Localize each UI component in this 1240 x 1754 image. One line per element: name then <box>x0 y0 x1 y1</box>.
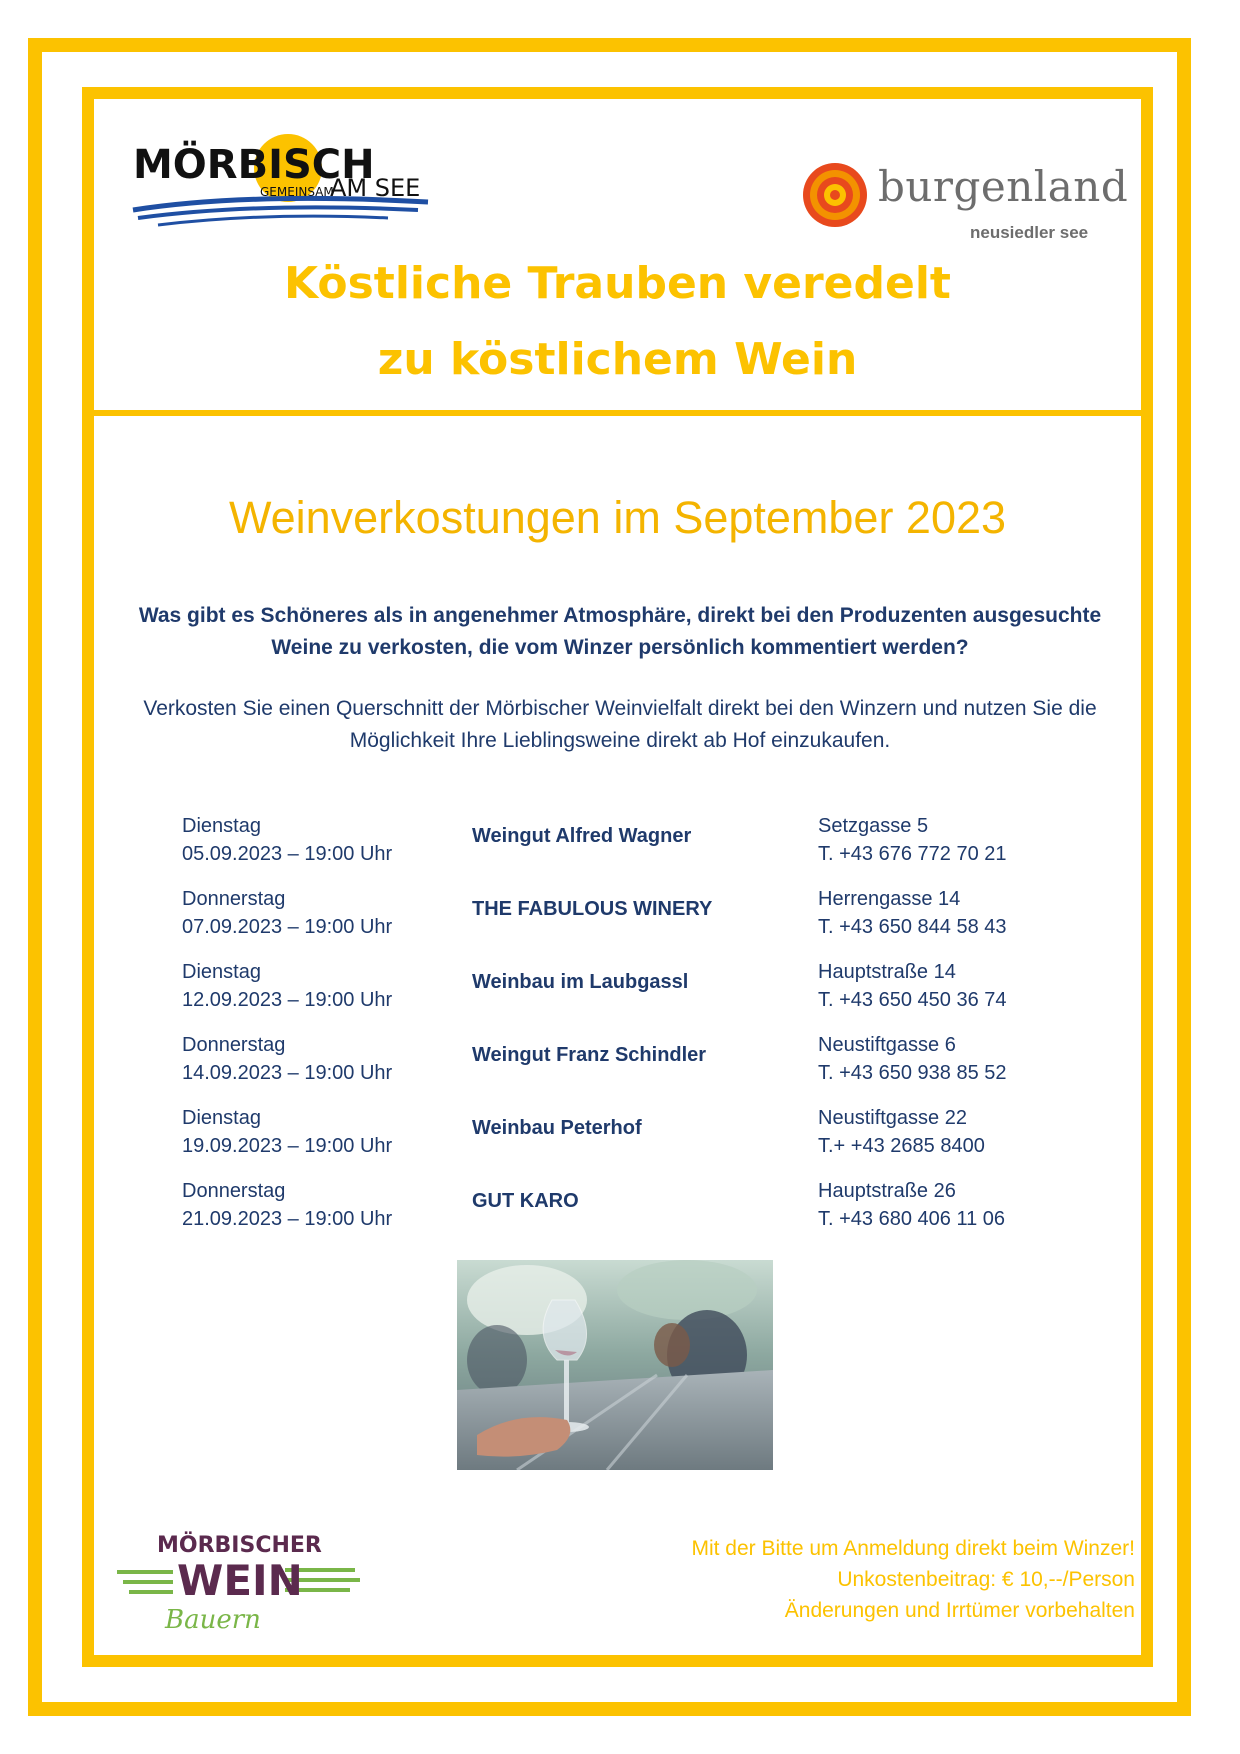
event-street: Hauptstraße 14 <box>818 961 956 983</box>
event-date <box>182 1031 392 1087</box>
event-street: Herrengasse 14 <box>818 888 961 910</box>
footer-disclaimer: Änderungen und Irrtümer vorbehalten <box>784 1599 1135 1622</box>
weinbauern-logo-line3: Bauern <box>165 1605 261 1635</box>
event-day: Donnerstag <box>182 1034 286 1056</box>
event-datetime: 05.09.2023 – 19:00 Uhr <box>182 843 393 865</box>
footer-registration: Mit der Bitte um Anmeldung direkt beim Winzer! <box>691 1537 1135 1560</box>
event-phone: T. +43 650 450 36 74 <box>818 989 1007 1011</box>
event-address <box>818 1177 1005 1233</box>
burgenland-logo <box>800 160 1129 250</box>
event-row <box>182 1177 1082 1250</box>
footer-notes <box>691 1533 1135 1626</box>
event-phone: T. +43 650 844 58 43 <box>818 916 1007 938</box>
event-phone: T. +43 676 772 70 21 <box>818 843 1007 865</box>
event-datetime: 21.09.2023 – 19:00 Uhr <box>182 1208 393 1230</box>
footer-fee: Unkostenbeitrag: € 10,--/Person <box>837 1568 1135 1591</box>
event-winery: Weingut Alfred Wagner <box>472 825 692 847</box>
event-row <box>182 885 1082 958</box>
intro-text: Verkosten Sie einen Querschnitt der Mörbischer Weinvielfalt direkt bei den Winzern und nutzen Sie die Möglichkeit Ihre Lieblingsweine direkt ab Hof einzukaufen. <box>143 697 1097 752</box>
event-date <box>182 885 392 941</box>
sun-icon <box>800 160 870 230</box>
moerbisch-logo-main: MÖRBISCH <box>133 142 375 188</box>
page-subtitle: Weinverkostungen im September 2023 <box>228 492 1007 543</box>
event-address <box>818 1104 985 1160</box>
event-datetime: 12.09.2023 – 19:00 Uhr <box>182 989 393 1011</box>
event-date <box>182 812 392 868</box>
event-row <box>182 1104 1082 1177</box>
event-day: Dienstag <box>182 1107 261 1129</box>
moerbisch-logo-sub: GEMEINSAM <box>260 185 334 199</box>
event-street: Neustiftgasse 22 <box>818 1107 967 1129</box>
burgenland-subline: neusiedler see <box>970 223 1089 242</box>
event-street: Setzgasse 5 <box>818 815 929 837</box>
event-date <box>182 1104 392 1160</box>
moerbisch-logo-graphic <box>128 130 438 230</box>
weinbauern-logo <box>115 1530 375 1640</box>
event-street: Hauptstraße 26 <box>818 1180 956 1202</box>
event-row <box>182 1031 1082 1104</box>
weinbauern-logo-line1: MÖRBISCHER <box>157 1533 322 1558</box>
wine-tasting-photo <box>457 1260 773 1470</box>
event-day: Dienstag <box>182 815 261 837</box>
event-phone: T.+ +43 2685 8400 <box>818 1135 985 1157</box>
event-row <box>182 812 1082 885</box>
header-divider <box>82 410 1153 416</box>
weinbauern-logo-line2: WEIN <box>177 1556 303 1605</box>
event-phone: T. +43 680 406 11 06 <box>818 1208 1006 1230</box>
wine-glass-image <box>457 1260 773 1470</box>
event-date <box>182 1177 392 1233</box>
events-list <box>182 812 1082 1250</box>
intro-question: Was gibt es Schöneres als in angenehmer Atmosphäre, direkt bei den Produzenten ausgesuchte Weine zu verkosten, die vom Winzer persönlich kommentiert werden? <box>138 604 1102 659</box>
burgenland-wordmark: burgenland <box>878 162 1129 211</box>
event-day: Donnerstag <box>182 1180 286 1202</box>
weinbauern-logo-graphic <box>115 1530 375 1640</box>
headline-line-1: Köstliche Trauben veredelt <box>284 258 951 309</box>
event-datetime: 19.09.2023 – 19:00 Uhr <box>182 1135 393 1157</box>
event-street: Neustiftgasse 6 <box>818 1034 956 1056</box>
event-day: Donnerstag <box>182 888 286 910</box>
event-datetime: 14.09.2023 – 19:00 Uhr <box>182 1062 393 1084</box>
event-address <box>818 885 1007 941</box>
event-address <box>818 1031 1007 1087</box>
event-date <box>182 958 392 1014</box>
event-address <box>818 812 1007 868</box>
headline-line-2: zu köstlichem Wein <box>377 334 858 385</box>
event-winery: Weinbau im Laubgassl <box>472 971 689 993</box>
event-winery: THE FABULOUS WINERY <box>472 898 713 920</box>
event-phone: T. +43 650 938 85 52 <box>818 1062 1007 1084</box>
event-datetime: 07.09.2023 – 19:00 Uhr <box>182 916 393 938</box>
moerbisch-logo <box>128 130 438 230</box>
event-address <box>818 958 1007 1014</box>
event-winery: GUT KARO <box>472 1190 579 1212</box>
event-row <box>182 958 1082 1031</box>
event-winery: Weinbau Peterhof <box>472 1117 642 1139</box>
event-day: Dienstag <box>182 961 261 983</box>
moerbisch-logo-amsee: AM SEE <box>330 174 421 202</box>
event-winery: Weingut Franz Schindler <box>472 1044 707 1066</box>
